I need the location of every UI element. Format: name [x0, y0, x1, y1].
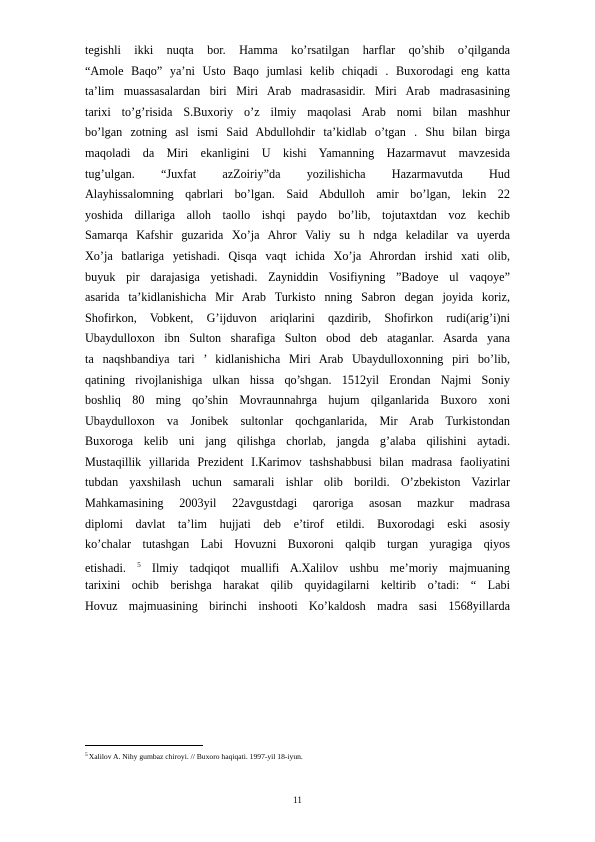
text-line: tegishli ikki nuqta bor. Hamma ko’rsatilgan harflar qo’shib o’qilganda [85, 43, 510, 57]
text-line: tarixi to’g’risida S.Buxoriy o’z ilmiy maqolasi Arab nomi bilan mashhur [85, 104, 510, 119]
text-line: Mustaqillik yillarida Prezident I.Karimov tashshabbusi bilan madrasa faoliyatini [85, 454, 510, 469]
text-line: Ubaydulloxon va Jonibek sultonlar qochganlarida, Mir Arab Turkistondan [85, 413, 510, 428]
text-line: Samarqa Kafshir guzarida Xo’ja Ahror Valiy su h ndga keladilar va uyerda [85, 228, 510, 243]
text-line: Buxoroga kelib uni jang qilishga chorlab, jangda g’alaba qilishini aytadi. [85, 434, 510, 449]
text-line: yoshida dillariga alloh taollo ishqi paydo bo’lib, tojutaxtdan voz kechib [85, 207, 510, 222]
text-line: diplomi davlat ta’lim hujjati deb e’tirof etildi. Buxorodagi eski asosiy [85, 516, 510, 531]
text-line: maqoladi da Miri ekanligini U kishi Yamanning Hazarmavut mavzesida [85, 145, 510, 160]
text-line: bo’lgan zotning asl ismi Said Abdullohdir ta’kidlab o’tgan . Shu bilan birga [85, 125, 510, 140]
text-line-with-footnote-ref [85, 555, 510, 576]
line-prefix: etishadi. [85, 560, 126, 575]
line-rest: Ilmiy tadqiqot muallifi A.Xalilov ushbu me’moriy majmuaning [151, 560, 510, 575]
footnote-mark: 5 [85, 752, 88, 758]
text-line: Shofirkon, Vobkent, G’ijduvon ariqlarini qazdirib, Shofirkon rudi(arig’i)ni [85, 310, 510, 325]
text-line: ta’lim muassasalardan biri Miri Arab madrasasidir. Miri Arab madrasasining [85, 84, 510, 99]
footnote-text: Xalilov A. Nihy gumbaz chiroyi. // Buxoro haqiqati. 1997-yil 18-iyun. [88, 752, 303, 761]
footnote-divider [85, 745, 203, 746]
text-line: tarixini ochib berishga harakat qilib quyidagilarni keltirib o’tadi: “ Labi [85, 578, 510, 593]
text-line: “Amole Baqo” ya’ni Usto Baqo jumlasi kelib chiqadi . Buxorodagi eng katta [85, 63, 510, 78]
text-line: tug’ulgan. “Juxfat azZoiriy”da yozilishicha Hazarmavutda Hud [85, 166, 510, 181]
body-text [85, 40, 510, 617]
text-line: ta naqshbandiya tari ’ kidlanishicha Miri Arab Ubaydulloxonning piri bo’lib, [85, 351, 510, 366]
footnote-reference: 5 [137, 560, 141, 569]
text-line: Mahkamasining 2003yil 22avgustdagi qaroriga asosan mazkur madrasa [85, 496, 510, 511]
text-line: boshliq 80 ming qo’shin Movraunnahrga hujum qilganlarida Buxoro xoni [85, 393, 510, 408]
footnote [85, 750, 510, 762]
text-line: asarida ta’kidlanishicha Mir Arab Turkisto nning Sabron degan joyida koriz, [85, 290, 510, 305]
text-line: ko’chalar tutashgan Labi Hovuzni Buxoroni qalqib turgan yuragiga qiyos [85, 537, 510, 552]
text-line: tubdan yaxshilash uchun samarali ishlar olib borildi. O’zbekiston Vazirlar [85, 475, 510, 490]
text-line: buyuk pir darajasiga yetishadi. Zayniddin Vosifiyning ”Badoye ul vaqoye” [85, 269, 510, 284]
text-line: Hovuz majmuasining birinchi inshooti Ko’kaldosh madra sasi 1568yillarda [85, 599, 510, 614]
text-line: Alayhissalomning qabrlari bo’lgan. Said Abdulloh amir bo’lgan, lekin 22 [85, 187, 510, 202]
text-line: qatining rivojlanishiga ulkan hissa qo’shgan. 1512yil Erondan Najmi Soniy [85, 372, 510, 387]
page-number: 11 [293, 795, 302, 805]
text-line: Ubaydulloxon ibn Sulton sharafiga Sulton obod deb ataganlar. Asarda yana [85, 331, 510, 346]
text-line: Xo’ja batlariga yetishadi. Qisqa vaqt ichida Xo’ja Ahrordan irshid xati olib, [85, 248, 510, 263]
